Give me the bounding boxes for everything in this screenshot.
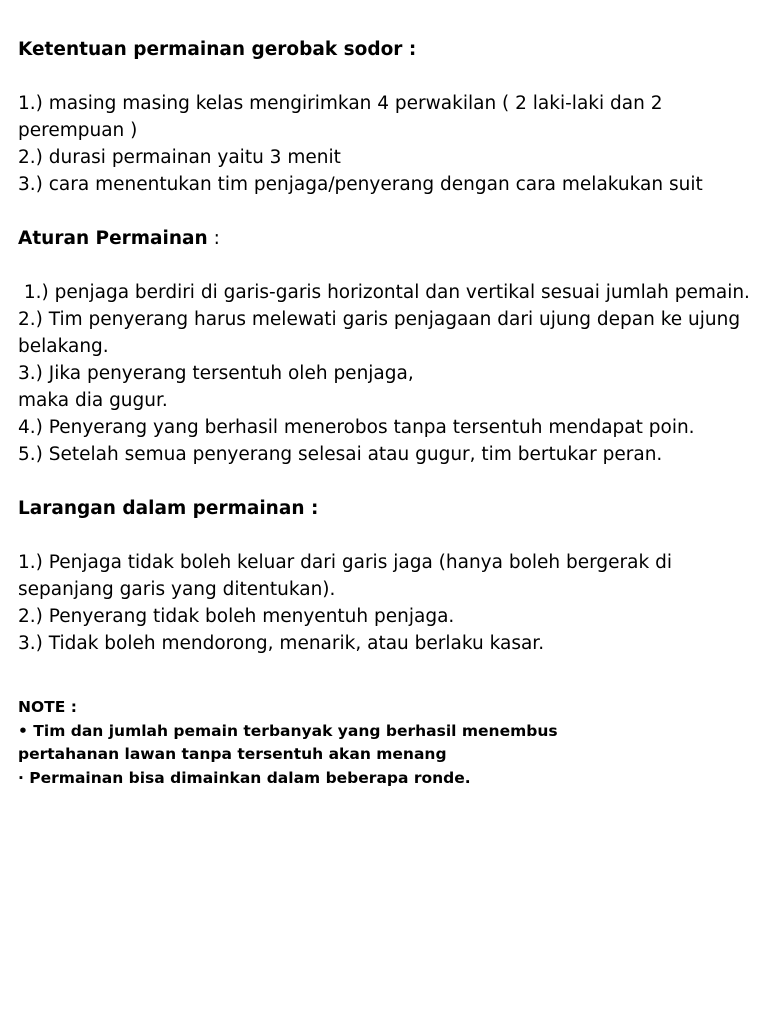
spacer: [18, 468, 766, 495]
note-line-3: · Permainan bisa dimainkan dalam beberapa ronde.: [18, 768, 471, 787]
aturan-line-3: belakang.: [18, 336, 109, 357]
spacer: [18, 657, 766, 696]
section-title-ketentuan: Ketentuan permainan gerobak sodor :: [18, 39, 417, 60]
spacer: [18, 252, 766, 279]
spacer: [18, 522, 766, 549]
note-title: NOTE :: [18, 698, 77, 716]
note-line-2: pertahanan lawan tanpa tersentuh akan menang: [18, 745, 447, 763]
ketentuan-line-3: 2.) durasi permainan yaitu 3 menit: [18, 147, 341, 168]
spacer: [18, 63, 766, 90]
ketentuan-line-4: 3.) cara menentukan tim penjaga/penyerang dengan cara melakukan suit: [18, 174, 703, 195]
aturan-line-2: 2.) Tim penyerang harus melewati garis penjagaan dari ujung depan ke ujung: [18, 309, 741, 330]
ketentuan-line-2: perempuan ): [18, 120, 138, 141]
note-line-1: • Tim dan jumlah pemain terbanyak yang berhasil menembus: [18, 721, 558, 740]
larangan-line-3: 2.) Penyerang tidak boleh menyentuh penjaga.: [18, 606, 455, 627]
larangan-line-4: 3.) Tidak boleh mendorong, menarik, atau berlaku kasar.: [18, 633, 545, 654]
spacer: [18, 198, 766, 225]
aturan-line-7: 5.) Setelah semua penyerang selesai atau gugur, tim bertukar peran.: [18, 444, 663, 465]
aturan-title-text: Aturan Permainan: [18, 228, 208, 249]
aturan-line-6: 4.) Penyerang yang berhasil menerobos tanpa tersentuh mendapat poin.: [18, 417, 695, 438]
section-title-aturan: [18, 225, 766, 252]
larangan-line-1: 1.) Penjaga tidak boleh keluar dari garis jaga (hanya boleh bergerak di: [18, 552, 672, 573]
larangan-line-2: sepanjang garis yang ditentukan).: [18, 579, 336, 600]
aturan-line-1: 1.) penjaga berdiri di garis-garis horizontal dan vertikal sesuai jumlah pemain.: [18, 282, 750, 303]
aturan-line-4: 3.) Jika penyerang tersentuh oleh penjaga,: [18, 363, 414, 384]
section-title-larangan: Larangan dalam permainan :: [18, 498, 319, 519]
document: [18, 36, 766, 790]
aturan-title-colon: :: [207, 228, 220, 249]
ketentuan-line-1: 1.) masing masing kelas mengirimkan 4 perwakilan ( 2 laki-laki dan 2: [18, 93, 663, 114]
aturan-line-5: maka dia gugur.: [18, 390, 168, 411]
